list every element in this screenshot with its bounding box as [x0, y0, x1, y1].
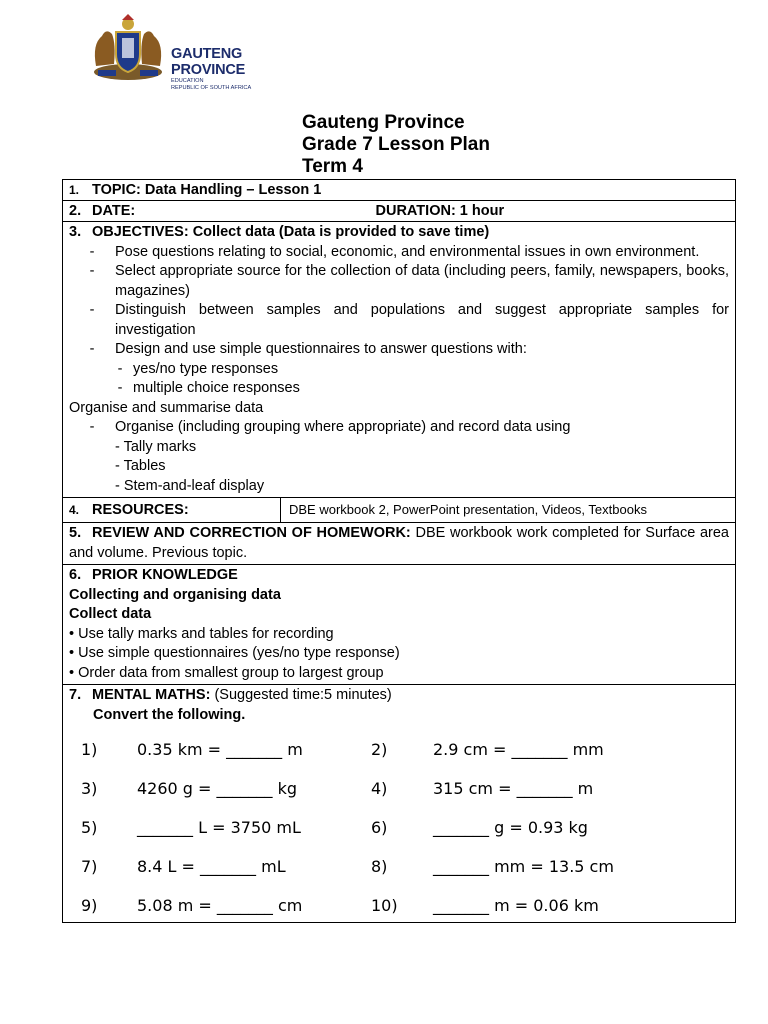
objective-sub-bullet: - yes/no type responses — [117, 360, 279, 377]
question-number: 4) — [371, 779, 388, 798]
prior-label: PRIOR KNOWLEDGE — [92, 567, 238, 583]
prior-item: • Order data from smallest group to largest group — [69, 664, 384, 681]
question-text: _______ g = 0.93 kg — [433, 818, 588, 837]
question-text: _______ L = 3750 mL — [137, 818, 301, 837]
topic-number: 1. — [69, 183, 80, 197]
question-number: 2) — [371, 740, 388, 759]
question-number: 8) — [371, 857, 388, 876]
objective-sub-bullet: - multiple choice responses — [117, 380, 300, 396]
prior-heading-2: Collect data — [69, 606, 152, 622]
objective-bullet: - Pose questions relating to social, economic, and environmental issues in own environment. — [89, 243, 700, 260]
date-number: 2. — [69, 203, 82, 219]
organise-item: - Tables — [115, 458, 166, 474]
objectives-row — [63, 222, 736, 498]
title-line-3: Term 4 — [302, 156, 363, 177]
objective-bullet: - Design and use simple questionnaires to answer questions with: — [89, 341, 527, 357]
question-text: 315 cm = _______ m — [433, 779, 594, 798]
date-label: DATE: — [92, 203, 136, 219]
logo-name: GAUTENG PROVINCE — [171, 46, 246, 78]
review-number: 5. — [69, 525, 82, 541]
resources-number: 4. — [69, 503, 80, 517]
topic-row — [63, 180, 736, 201]
mental-maths-instruction: Convert the following. — [93, 706, 246, 723]
mental-maths-questions — [69, 725, 729, 921]
mental-maths-row — [63, 685, 736, 923]
objective-bullet: - Select appropriate source for the collection of data (including peers, family, newspapers, books, magazines) — [89, 263, 729, 299]
mental-maths-time: (Suggested time:5 minutes) — [214, 687, 392, 703]
question-text: 8.4 L = _______ mL — [137, 857, 286, 876]
prior-item: • Use tally marks and tables for recording — [69, 625, 334, 642]
question-number: 10) — [371, 896, 398, 915]
question-number: 6) — [371, 818, 388, 837]
question-text: 0.35 km = _______ m — [137, 740, 303, 759]
resources-value: DBE workbook 2, PowerPoint presentation, Videos, Textbooks — [281, 498, 736, 523]
coat-of-arms-icon — [88, 14, 168, 84]
objectives-number: 3. — [69, 224, 82, 240]
title-line-2: Grade 7 Lesson Plan — [302, 134, 490, 155]
organise-item: - Tally marks — [115, 438, 197, 455]
question-text: 4260 g = _______ kg — [137, 779, 298, 798]
objectives-label: OBJECTIVES: Collect data (Data is provided to save time) — [92, 224, 490, 240]
prior-number: 6. — [69, 567, 82, 583]
question-number: 1) — [81, 740, 98, 759]
question-number: 3) — [81, 779, 98, 798]
date-row — [63, 201, 736, 222]
review-text: DBE workbook work completed for Surface area and volume. Previous topic. — [69, 525, 729, 561]
prior-item: • Use simple questionnaires (yes/no type response) — [69, 645, 400, 661]
question-text: 2.9 cm = _______ mm — [433, 740, 604, 759]
prior-knowledge-row — [63, 565, 736, 685]
question-text: _______ mm = 13.5 cm — [433, 857, 614, 876]
prior-heading-1: Collecting and organising data — [69, 586, 281, 603]
document-title — [302, 112, 490, 178]
duration-label: DURATION: 1 hour — [375, 203, 505, 219]
lesson-plan-table — [62, 179, 736, 923]
organise-item: - Stem-and-leaf display — [115, 477, 265, 494]
title-line-1: Gauteng Province — [302, 112, 465, 133]
question-number: 5) — [81, 818, 98, 837]
review-label: REVIEW AND CORRECTION OF HOMEWORK: — [92, 525, 411, 541]
resources-label: RESOURCES: — [92, 502, 189, 518]
resources-row — [63, 498, 736, 523]
question-text: _______ m = 0.06 km — [433, 896, 599, 915]
topic-label: TOPIC: Data Handling – Lesson 1 — [92, 182, 322, 198]
organise-heading: Organise and summarise data — [69, 399, 264, 416]
logo-sub-education: EDUCATION — [171, 78, 204, 84]
question-text: 5.08 m = _______ cm — [137, 896, 303, 915]
objective-bullet: - Distinguish between samples and populations and suggest appropriate samples for investigation — [89, 302, 729, 338]
mental-maths-number: 7. — [69, 687, 82, 703]
gauteng-logo — [88, 14, 293, 91]
logo-sub-republic: REPUBLIC OF SOUTH AFRICA — [171, 85, 252, 91]
organise-bullet: - Organise (including grouping where appropriate) and record data using — [89, 419, 571, 435]
mental-maths-label: MENTAL MATHS: — [92, 687, 211, 703]
question-number: 9) — [81, 896, 98, 915]
review-row — [63, 523, 736, 565]
question-number: 7) — [81, 857, 98, 876]
